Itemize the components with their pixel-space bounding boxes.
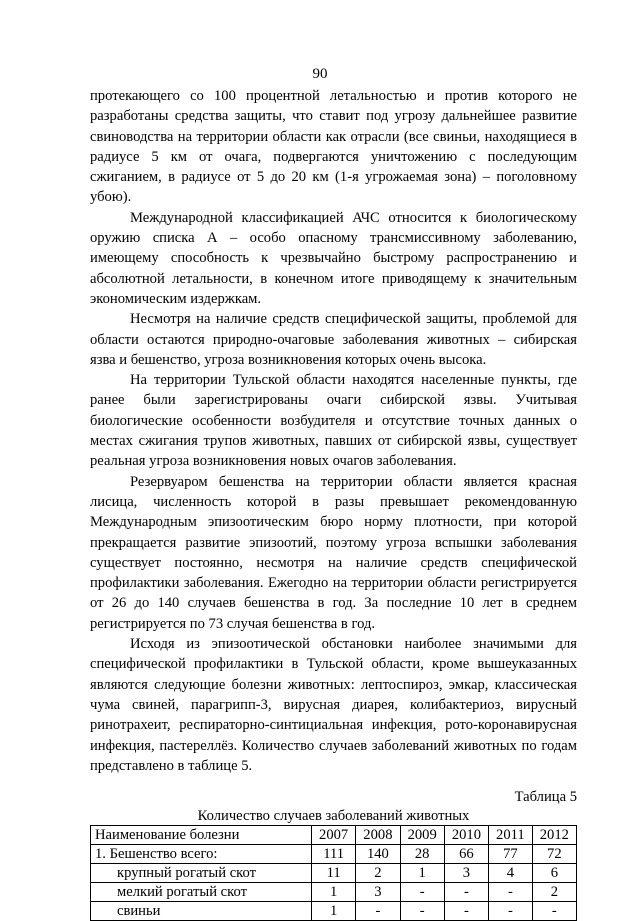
table-cell: 2 bbox=[356, 864, 400, 883]
paragraph: Несмотря на наличие средств специфической защиты, проблемой для области остаются природно-очаговые заболевания животных – сибирская язва и бешенство, угроза возникновения которых очень высока. bbox=[90, 311, 577, 368]
table-cell: - bbox=[356, 902, 400, 921]
table-cell: 6 bbox=[532, 864, 576, 883]
column-header: Наименование болезни bbox=[91, 826, 312, 845]
table-row bbox=[91, 883, 577, 902]
table-cell: - bbox=[400, 883, 444, 902]
disease-cases-table bbox=[90, 825, 577, 921]
table-cell: 72 bbox=[532, 845, 576, 864]
table-cell: - bbox=[532, 902, 576, 921]
page-number: 90 bbox=[312, 66, 328, 82]
column-header: 2007 bbox=[312, 826, 356, 845]
column-header: 2009 bbox=[400, 826, 444, 845]
paragraph: На территории Тульской области находятся населенные пункты, где ранее были зарегистрированы очаги сибирской язвы. Учитывая биологические особенности возбудителя и отсутствие точных данных о местах сжигания трупов животных, павших от сибирской язвы, существует реальная угроза возникновения новых очагов заболевания. bbox=[90, 372, 577, 470]
table-cell: 140 bbox=[356, 845, 400, 864]
row-name: крупный рогатый скот bbox=[91, 864, 312, 883]
table-cell: - bbox=[444, 883, 488, 902]
table-header-row bbox=[91, 826, 577, 845]
table-cell: 2 bbox=[532, 883, 576, 902]
table-cell: 1 bbox=[400, 864, 444, 883]
row-name: мелкий рогатый скот bbox=[91, 883, 312, 902]
table-cell: 4 bbox=[489, 864, 533, 883]
table-title: Количество случаев заболеваний животных bbox=[197, 808, 470, 825]
paragraph: Международной классификацией АЧС относится к биологическому оружию списка А – особо опасному трансмиссивному заболеванию, имеющему способность к чрезвычайно быстрому распространению и абсолютной летальности, в конечном итоге приводящему к значительным экономическим издержкам. bbox=[90, 209, 577, 307]
table-cell: 66 bbox=[444, 845, 488, 864]
table-label: Таблица 5 bbox=[514, 789, 577, 806]
table-row bbox=[91, 902, 577, 921]
table-cell: - bbox=[444, 902, 488, 921]
table-row bbox=[91, 845, 577, 864]
column-header: 2010 bbox=[444, 826, 488, 845]
paragraph: Резервуаром бешенства на территории области является красная лисица, численность которой в разы превышает рекомендованную Международным эпизоотическим бюро норму плотности, при которой прекращается развитие эпизоотий, поэтому угроза вспышки заболевания существует постоянно, несмотря на наличие средств специфической профилактики заболевания. Ежегодно на территории области регистрируется от 26 до 140 случаев бешенства в год. За последние 10 лет в среднем регистрируется по 73 случая бешенства в год. bbox=[90, 473, 577, 632]
row-name: 1. Бешенство всего: bbox=[91, 845, 312, 864]
row-name: свиньи bbox=[91, 902, 312, 921]
table-cell: 1 bbox=[312, 883, 356, 902]
column-header: 2008 bbox=[356, 826, 400, 845]
column-header: 2011 bbox=[489, 826, 533, 845]
table-cell: 11 bbox=[312, 864, 356, 883]
table-cell: 28 bbox=[400, 845, 444, 864]
table-cell: - bbox=[400, 902, 444, 921]
column-header: 2012 bbox=[532, 826, 576, 845]
document-body bbox=[90, 86, 577, 921]
table-cell: 3 bbox=[444, 864, 488, 883]
table-cell: 3 bbox=[356, 883, 400, 902]
table-cell: 1 bbox=[312, 902, 356, 921]
table-cell: 111 bbox=[312, 845, 356, 864]
paragraph: Исходя из эпизоотической обстановки наиболее значимыми для специфической профилактики в Тульской области, кроме вышеуказанных являются следующие болезни животных: лептоспироз, эмкар, классическая чума свиней, парагрипп-3, вирусная диарея, колибактериоз, вирусный ринотрахеит, респираторно-синтициальная инфекция, рото-коронавирусная инфекция, пастереллёз. Количество случаев заболеваний животных по годам представлено в таблице 5. bbox=[90, 636, 577, 774]
paragraph: протекающего со 100 процентной летальностью и против которого не разработаны средства защиты, что ставит под угрозу дальнейшее развитие свиноводства на территории области как отрасли (все свиньи, находящиеся в радиусе 5 км от очага, подвергаются уничтожению с последующим сжиганием, в радиусе от 5 до 20 км (1-я угрожаемая зона) – поголовному убою). bbox=[90, 88, 577, 206]
table-cell: - bbox=[489, 883, 533, 902]
table-cell: 77 bbox=[489, 845, 533, 864]
table-cell: - bbox=[489, 902, 533, 921]
table-row bbox=[91, 864, 577, 883]
